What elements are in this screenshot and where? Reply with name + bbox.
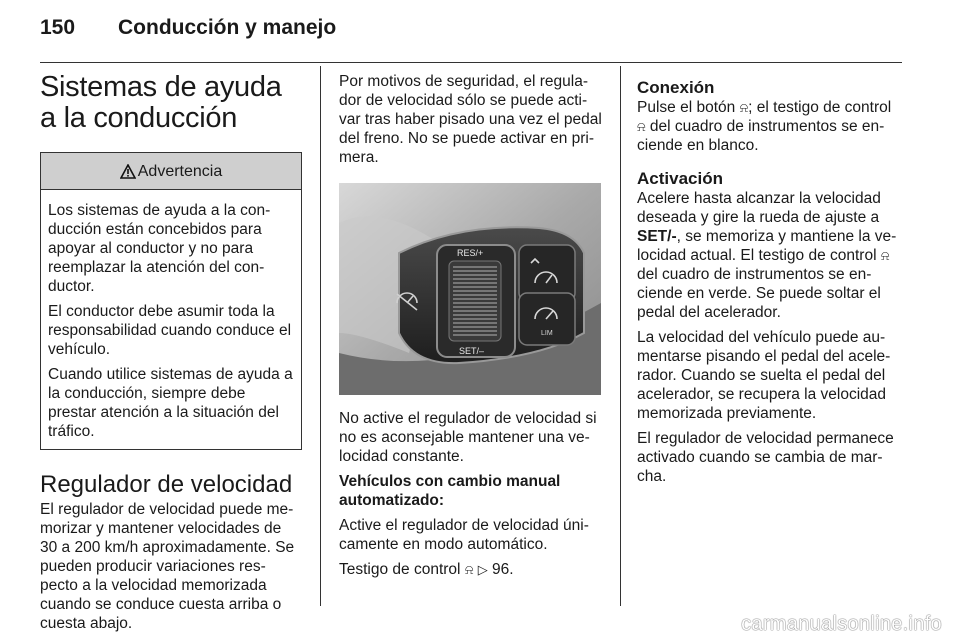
column-divider [320, 66, 321, 606]
warning-header [41, 153, 301, 190]
chapter-title: Sistemas de ayuda a la conducción [40, 71, 282, 134]
column-1 [40, 72, 302, 639]
body-paragraph: El regulador de velocidad puede me-morizar y mantener velocidades de 30 a 200 km/h aproximadamente. Se pueden producir variaciones res-pecto a la velocidad memorizada cuando se conduce cuesta arriba o cuesta abajo. [40, 501, 295, 632]
body-paragraph [637, 189, 903, 322]
set-label: SET/– [459, 346, 485, 356]
set-label: SET/- [637, 228, 677, 245]
page-reference[interactable]: 96. [492, 561, 514, 578]
column-2 [339, 72, 603, 585]
body-paragraph: El regulador de velocidad permanece activado cuando se cambia de mar-cha. [637, 430, 894, 485]
body-paragraph [637, 98, 903, 155]
body-paragraph: No active el regulador de velocidad si no es aconsejable mantener una ve-locidad constante. [339, 410, 597, 465]
watermark: carmanualsonline.info [741, 613, 942, 635]
cruise-control-icon: ⍾ [739, 100, 749, 115]
bold-paragraph: Vehículos con cambio manual automatizado: [339, 473, 561, 509]
page-ref-arrow-icon: ▷ [477, 562, 488, 577]
text-run: del cuadro de instrumentos se en-ciende en verde. Se puede soltar el pedal del acelerador. [637, 266, 881, 321]
heading-conexion: Conexión [637, 78, 715, 97]
column-3 [637, 78, 903, 492]
steering-wheel-controls-illustration [339, 183, 601, 395]
text-run: del cuadro de instrumentos se en-ciende en blanco. [637, 118, 885, 154]
page-header [40, 12, 920, 52]
body-paragraph: Active el regulador de velocidad úni-camente en modo automático. [339, 517, 589, 553]
column-divider [620, 66, 621, 606]
steering-wheel-controls-photo [339, 183, 601, 395]
warning-triangle-icon [120, 164, 136, 179]
cruise-control-icon: ⍾ [880, 248, 890, 263]
cruise-control-icon: ⍾ [464, 562, 474, 577]
heading-activacion: Activación [637, 169, 723, 188]
reference-text: Testigo de control [339, 561, 461, 578]
warning-heading: Advertencia [137, 162, 223, 180]
section-title: Conducción y manejo [118, 16, 337, 39]
warning-body [41, 190, 301, 449]
cruise-control-icon: ⍾ [637, 119, 646, 134]
lim-label: LIM [541, 330, 553, 337]
warning-paragraph: Cuando utilice sistemas de ayuda a la conducción, siempre debe prestar atención a la situación del tráfico. [48, 366, 293, 440]
body-paragraph: Por motivos de seguridad, el regula-dor de velocidad sólo se puede acti-var tras haber pisado una vez el pedal del freno. No se puede activar en pri-mera. [339, 73, 602, 166]
reference-paragraph [339, 560, 603, 579]
page-number: 150 [40, 16, 76, 39]
res-label: RES/+ [457, 248, 484, 258]
warning-paragraph: Los sistemas de ayuda a la con-ducción están concebidos para apoyar al conductor y no para reemplazar la atención del con-ductor. [48, 202, 271, 295]
warning-paragraph: El conductor debe asumir toda la responsabilidad cuando conduce el vehículo. [48, 303, 292, 358]
subsection-title: Regulador de velocidad [40, 471, 293, 498]
body-paragraph: La velocidad del vehículo puede au-mentarse pisando el pedal del acele-rador. Cuando se suelta el pedal del acelerador, se recupera la velocidad memorizada previamente. [637, 329, 891, 422]
warning-box [40, 152, 302, 450]
text-run: ; el testigo de control [748, 99, 892, 116]
text-run: Acelere hasta alcanzar la velocidad deseada y gire la rueda de ajuste a [637, 190, 881, 226]
header-rule [40, 62, 902, 63]
text-run: , se memoriza y mantiene la ve-locidad actual. El testigo de control [637, 228, 897, 264]
text-run: Pulse el botón [637, 99, 736, 116]
